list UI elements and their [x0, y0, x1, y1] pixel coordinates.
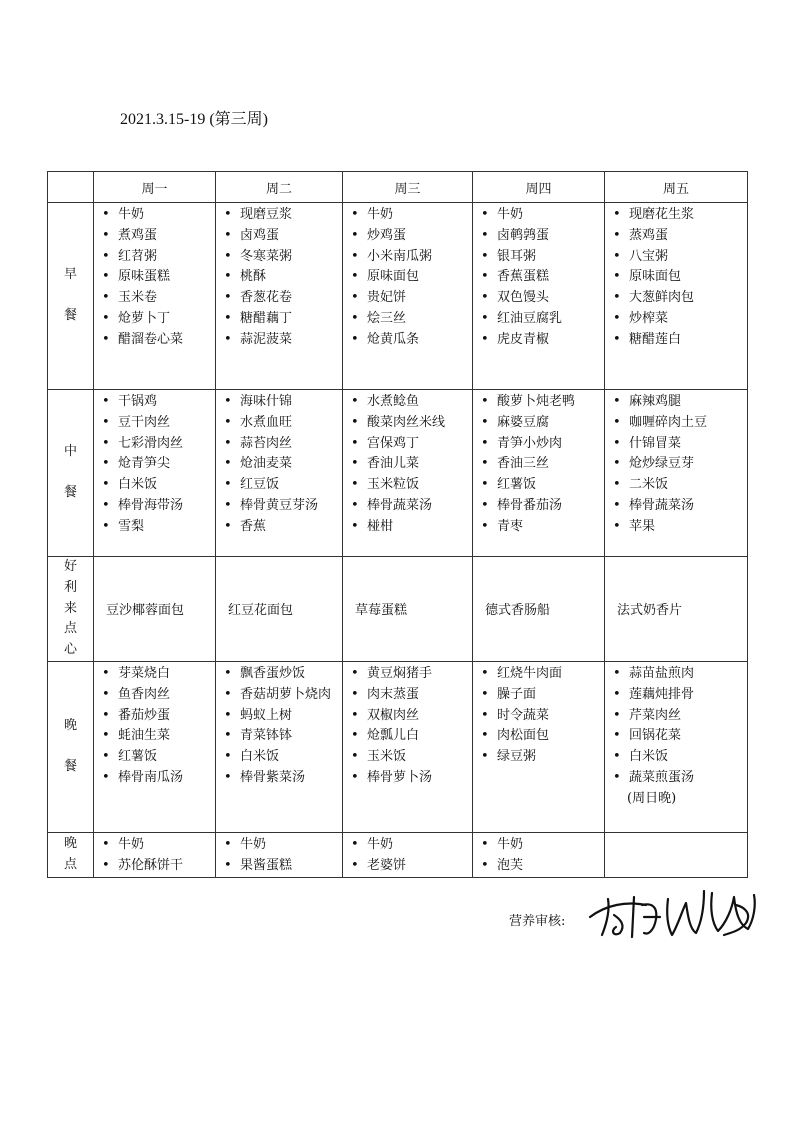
- menu-item: • 烩三丝: [351, 309, 472, 330]
- menu-item: • 炝炒绿豆芽: [613, 454, 747, 475]
- menu-item: • 白米饭: [102, 475, 215, 496]
- snack-day-cell: 德式香肠船: [473, 557, 605, 662]
- day-header: 周四: [473, 172, 605, 203]
- menu-item: • 飘香蛋炒饭: [224, 664, 342, 685]
- menu-item: • 蒜苗盐煎肉: [613, 664, 747, 685]
- breakfast-item-list: [605, 203, 747, 351]
- menu-item: • 七彩滑肉丝: [102, 434, 215, 455]
- menu-item: • 红油豆腐乳: [481, 309, 604, 330]
- friday-dinner-note: (周日晚): [627, 790, 677, 806]
- menu-item: • 白米饭: [613, 747, 747, 768]
- late-item-list: [473, 833, 604, 877]
- day-header: 周二: [216, 172, 343, 203]
- breakfast-label-char: 早: [63, 267, 77, 283]
- menu-item: • 蚝油生菜: [102, 726, 215, 747]
- dinner-day-cell: [473, 661, 605, 832]
- lunch-day-cell: [216, 390, 343, 557]
- menu-item: • 回锅花菜: [613, 726, 747, 747]
- menu-item: • 酸菜肉丝米线: [351, 413, 472, 434]
- menu-item: • 卤鸡蛋: [224, 226, 342, 247]
- menu-item: • 时令蔬菜: [481, 706, 604, 727]
- menu-item: • 青笋小炒肉: [481, 434, 604, 455]
- menu-item: • 牛奶: [481, 835, 604, 856]
- dinner-item-list: [473, 662, 604, 768]
- menu-item: • 红豆饭: [224, 475, 342, 496]
- breakfast-item-list: [216, 203, 342, 351]
- menu-item: • 蒜泥菠菜: [224, 330, 342, 351]
- menu-item: • 香蕉: [224, 517, 342, 538]
- menu-item: • 青枣: [481, 517, 604, 538]
- day-header: 周五: [605, 172, 748, 203]
- menu-item: • 雪梨: [102, 517, 215, 538]
- menu-item: • 虎皮青椒: [481, 330, 604, 351]
- menu-item: • 银耳粥: [481, 247, 604, 268]
- lunch-day-cell: [343, 390, 473, 557]
- lunch-item-list: [216, 390, 342, 538]
- menu-item: • 蒜苔肉丝: [224, 434, 342, 455]
- menu-item: • 白米饭: [224, 747, 342, 768]
- dinner-item-list: [343, 662, 472, 789]
- menu-item: • 棒骨萝卜汤: [351, 768, 472, 789]
- menu-item: • 香蕉蛋糕: [481, 267, 604, 288]
- menu-item: • 红薯饭: [481, 475, 604, 496]
- menu-item: • 臊子面: [481, 685, 604, 706]
- dinner-item-list: [216, 662, 342, 789]
- dinner-item-list: [94, 662, 215, 789]
- menu-item: • 酸萝卜炖老鸭: [481, 392, 604, 413]
- menu-item: • 香菇胡萝卜烧肉: [224, 685, 342, 706]
- menu-item: • 青菜钵钵: [224, 726, 342, 747]
- menu-item: • 现磨花生浆: [613, 205, 747, 226]
- menu-item: • 宫保鸡丁: [351, 434, 472, 455]
- menu-item: • 芽菜烧白: [102, 664, 215, 685]
- menu-item: • 双色馒头: [481, 288, 604, 309]
- menu-item: • 牛奶: [351, 205, 472, 226]
- menu-item: • 香葱花卷: [224, 288, 342, 309]
- menu-item: • 肉末蒸蛋: [351, 685, 472, 706]
- menu-item: • 八宝粥: [613, 247, 747, 268]
- snack-day-cell: 法式奶香片: [605, 557, 748, 662]
- weekly-menu-table: [47, 171, 748, 878]
- late-item-list: [343, 833, 472, 877]
- menu-item: • 煮鸡蛋: [102, 226, 215, 247]
- late-item-list: [216, 833, 342, 877]
- menu-item: • 麻婆豆腐: [481, 413, 604, 434]
- menu-item: • 麻辣鸡腿: [613, 392, 747, 413]
- menu-item: • 海味什锦: [224, 392, 342, 413]
- menu-item: • 番茄炒蛋: [102, 706, 215, 727]
- late-day-cell: [94, 832, 216, 877]
- menu-item: • 香油儿菜: [351, 454, 472, 475]
- menu-item: • 红苕粥: [102, 247, 215, 268]
- menu-item: • 椪柑: [351, 517, 472, 538]
- breakfast-item-list: [94, 203, 215, 351]
- menu-item: • 原味面包: [351, 267, 472, 288]
- late-item-list: [605, 833, 747, 835]
- lunch-item-list: [343, 390, 472, 538]
- menu-item: • 棒骨海带汤: [102, 496, 215, 517]
- menu-item: • 糖醋莲白: [613, 330, 747, 351]
- menu-item: • 小米南瓜粥: [351, 247, 472, 268]
- snack-label-char: 利: [63, 579, 77, 595]
- menu-item: • 牛奶: [102, 205, 215, 226]
- menu-item: • 鱼香肉丝: [102, 685, 215, 706]
- menu-item: • 玉米粒饭: [351, 475, 472, 496]
- menu-item: • 原味面包: [613, 267, 747, 288]
- menu-item: • 炝油麦菜: [224, 454, 342, 475]
- snack-label-char: 好: [63, 559, 77, 574]
- menu-item: • 芹菜肉丝: [613, 706, 747, 727]
- snack-day-cell: 红豆花面包: [216, 557, 343, 662]
- menu-item: • 绿豆粥: [481, 747, 604, 768]
- breakfast-item-list: [343, 203, 472, 351]
- late-label-char: 晚: [63, 835, 77, 851]
- lunch-day-cell: [605, 390, 748, 557]
- menu-item: • 二米饭: [613, 475, 747, 496]
- menu-item: • 炒榨菜: [613, 309, 747, 330]
- dinner-day-cell: [94, 661, 216, 832]
- dinner-label: [48, 661, 94, 832]
- dinner-item-list: [605, 662, 747, 789]
- dinner-label-char: 晚: [63, 718, 77, 734]
- handwritten-signature: [586, 875, 766, 945]
- snack-label: [48, 557, 94, 662]
- menu-item: • 红烧牛肉面: [481, 664, 604, 685]
- dinner-day-cell: [343, 661, 473, 832]
- snack-day-cell: 草莓蛋糕: [343, 557, 473, 662]
- menu-item: • 苹果: [613, 517, 747, 538]
- menu-item: • 牛奶: [481, 205, 604, 226]
- menu-item: • 玉米卷: [102, 288, 215, 309]
- breakfast-day-cell: [343, 203, 473, 390]
- breakfast-label: [48, 203, 94, 390]
- breakfast-day-cell: [473, 203, 605, 390]
- late-day-cell: [343, 832, 473, 877]
- menu-item: • 水煮鲶鱼: [351, 392, 472, 413]
- snack-row: [48, 557, 748, 662]
- dinner-row: [48, 661, 748, 832]
- snack-label-char: 心: [63, 642, 77, 658]
- menu-item: • 原味蛋糕: [102, 267, 215, 288]
- lunch-item-list: [605, 390, 747, 538]
- menu-item: • 牛奶: [224, 835, 342, 856]
- day-header: 周一: [94, 172, 216, 203]
- late-label: [48, 832, 94, 877]
- breakfast-day-cell: [94, 203, 216, 390]
- menu-item: • 蚂蚁上树: [224, 706, 342, 727]
- menu-item: • 炒鸡蛋: [351, 226, 472, 247]
- breakfast-item-list: [473, 203, 604, 351]
- late-day-cell: [216, 832, 343, 877]
- snack-label-char: 点: [63, 621, 77, 637]
- menu-item: • 炝黄瓜条: [351, 330, 472, 351]
- menu-item: • 黄豆焖猪手: [351, 664, 472, 685]
- menu-item: • 玉米饭: [351, 747, 472, 768]
- lunch-label-char: 餐: [63, 485, 77, 500]
- snack-day-cell: 豆沙椰蓉面包: [94, 557, 216, 662]
- dinner-label-char: 餐: [63, 758, 77, 774]
- menu-item: • 老婆饼: [351, 856, 472, 877]
- menu-item: • 牛奶: [351, 835, 472, 856]
- lunch-item-list: [94, 390, 215, 538]
- menu-item: • 牛奶: [102, 835, 215, 856]
- menu-item: • 炝萝卜丁: [102, 309, 215, 330]
- menu-item: • 贵妃饼: [351, 288, 472, 309]
- menu-item: • 炝青笋尖: [102, 454, 215, 475]
- menu-item: • 苏伦酥饼干: [102, 856, 215, 877]
- menu-item: • 棒骨紫菜汤: [224, 768, 342, 789]
- menu-item: • 咖喱碎肉土豆: [613, 413, 747, 434]
- menu-item: • 莲藕炖排骨: [613, 685, 747, 706]
- menu-item: • 豆干肉丝: [102, 413, 215, 434]
- menu-item: • 棒骨黄豆芽汤: [224, 496, 342, 517]
- dinner-day-cell: [605, 661, 748, 832]
- menu-item: • 香油三丝: [481, 454, 604, 475]
- late-day-cell: [605, 832, 748, 877]
- menu-item: • 干锅鸡: [102, 392, 215, 413]
- corner-cell: [48, 172, 94, 203]
- breakfast-label-char: 餐: [63, 308, 77, 323]
- menu-item: • 棒骨蔬菜汤: [613, 496, 747, 517]
- menu-item: • 果酱蛋糕: [224, 856, 342, 877]
- menu-item: • 醋溜卷心菜: [102, 330, 215, 351]
- menu-item: • 棒骨南瓜汤: [102, 768, 215, 789]
- menu-item: • 炝瓢儿白: [351, 726, 472, 747]
- menu-item: • 大葱鲜肉包: [613, 288, 747, 309]
- lunch-day-cell: [473, 390, 605, 557]
- late-label-char: 点: [63, 856, 77, 872]
- menu-item: • 红薯饭: [102, 747, 215, 768]
- day-header: 周三: [343, 172, 473, 203]
- menu-item: • 桃酥: [224, 267, 342, 288]
- dinner-day-cell: [216, 661, 343, 832]
- late-day-cell: [473, 832, 605, 877]
- late-row: [48, 832, 748, 877]
- menu-item: • 泡芙: [481, 856, 604, 877]
- breakfast-row: [48, 203, 748, 390]
- menu-item: • 现磨豆浆: [224, 205, 342, 226]
- page-title: 2021.3.15-19 (第三周): [120, 111, 268, 128]
- menu-item: • 水煮血旺: [224, 413, 342, 434]
- lunch-day-cell: [94, 390, 216, 557]
- header-row: [48, 172, 748, 203]
- menu-item: • 冬寒菜粥: [224, 247, 342, 268]
- menu-item: • 肉松面包: [481, 726, 604, 747]
- snack-label-char: 来: [63, 600, 77, 616]
- menu-item: • 双椒肉丝: [351, 706, 472, 727]
- breakfast-day-cell: [216, 203, 343, 390]
- menu-item: • 蒸鸡蛋: [613, 226, 747, 247]
- menu-item: • 棒骨番茄汤: [481, 496, 604, 517]
- lunch-label: [48, 390, 94, 557]
- menu-item: • 棒骨蔬菜汤: [351, 496, 472, 517]
- late-item-list: [94, 833, 215, 877]
- menu-item: • 糖醋藕丁: [224, 309, 342, 330]
- menu-item: • 蔬菜煎蛋汤: [613, 768, 747, 789]
- lunch-row: [48, 390, 748, 557]
- nutrition-review-label: 营养审核:: [509, 914, 566, 929]
- menu-item: • 什锦冒菜: [613, 434, 747, 455]
- breakfast-day-cell: [605, 203, 748, 390]
- lunch-label-char: 中: [63, 444, 77, 460]
- lunch-item-list: [473, 390, 604, 538]
- menu-item: • 卤鹌鹑蛋: [481, 226, 604, 247]
